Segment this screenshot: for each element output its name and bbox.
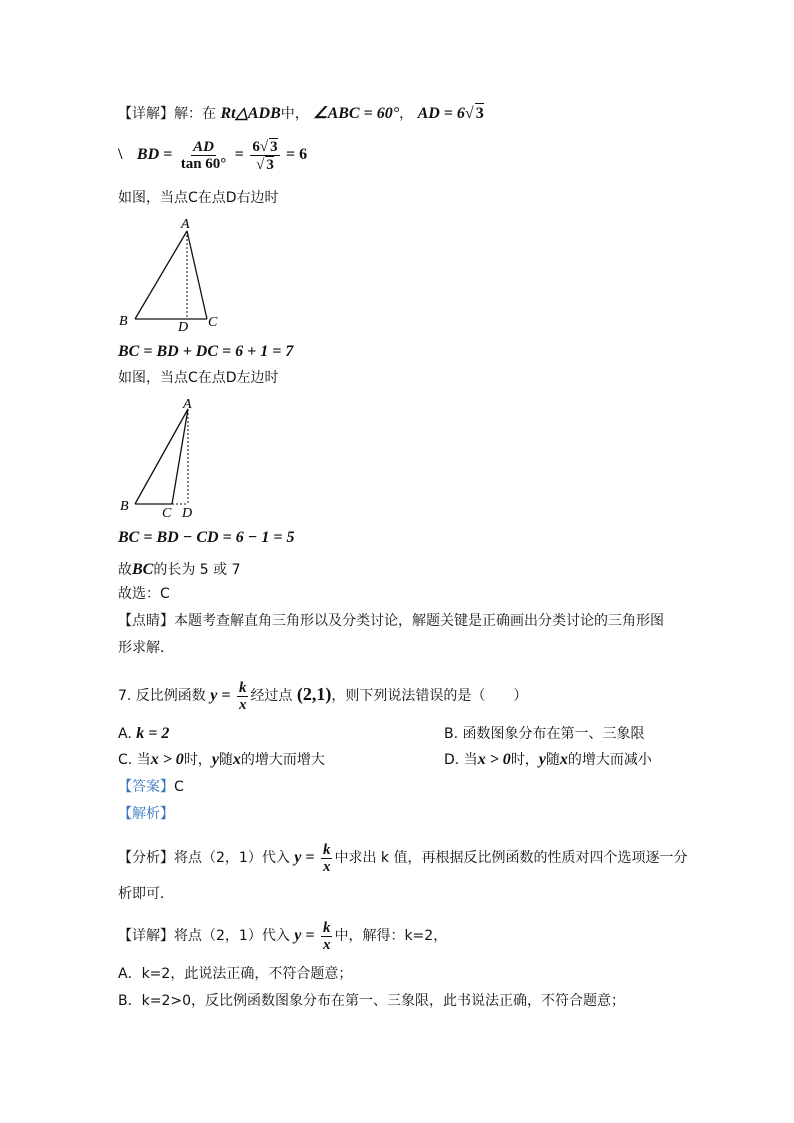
- triangle-figure-2: [115, 393, 215, 523]
- option-a[interactable]: A. k = 2: [118, 725, 170, 742]
- question-7: 7. 反比例函数 y = $\frac{k}{x}$ 经过点 (2,1)，则下列说法错误的是（ ）: [118, 679, 528, 713]
- fig2-label-b: B: [120, 499, 129, 514]
- fraction-ad-tan: $\frac{AD}{\tan 60^\circ}$: [180, 138, 227, 172]
- option-c[interactable]: C. 当x > 0时，y随x的增大而增大: [118, 751, 325, 768]
- triangle-figure-1: [115, 215, 225, 335]
- answer-line: [118, 777, 184, 797]
- detail-label: 【详解】: [118, 106, 174, 122]
- angle-expression: ∠ABC = 60°: [313, 105, 400, 122]
- fig2-label-c: C: [162, 506, 172, 521]
- answer-value: C: [174, 779, 184, 795]
- fig1-label-a: A: [181, 217, 190, 232]
- detail2-a: A．k=2，此说法正确，不符合题意；: [118, 966, 353, 982]
- analysis-line-2: 析即可．: [118, 886, 174, 902]
- analysis-line-1: 【分析】将点（2，1）代入 y = $\frac{k}{x}$ 中求出 k 值，再根据反比例函数的性质对四个选项逐一分: [118, 841, 688, 875]
- comment-label: 【点睛】: [118, 613, 174, 629]
- option-b[interactable]: B. 函数图象分布在第一、三象限: [444, 726, 645, 742]
- fraction-sqrt: $\frac{6√ 3}{√ 3}$: [252, 138, 278, 173]
- choice-line: 故选：C: [118, 586, 170, 602]
- ad-expression: AD = 6√ 3: [417, 105, 484, 122]
- case1-equation: BC = BD + DC = 6 + 1 = 7: [118, 343, 294, 360]
- case2-text: 如图，当点C在点D左边时: [118, 370, 279, 386]
- answer-label: 【答案】: [118, 779, 174, 795]
- fig1-label-c: C: [208, 315, 218, 330]
- fig1-label-d: D: [178, 320, 189, 335]
- detail-line-1: 【详解】解：在 Rt△ADB中， ∠ABC = 60°， AD = 6√ 3: [118, 105, 484, 122]
- detail2-line-1: 【详解】将点（2，1）代入 y = $\frac{k}{x}$ 中，解得：k=2，: [118, 919, 448, 953]
- comment-line-2: 形求解．: [118, 640, 174, 656]
- conclusion-line: 故BC的长为 5 或 7: [118, 561, 241, 578]
- therefore-symbol: \: [118, 146, 123, 163]
- analysis-heading: 【解析】: [118, 806, 174, 822]
- bd-equation: \ BD = $\frac{AD}{\tan 60^\circ}$ = $\frac{6√ 3}{√ 3}$ = 6: [118, 138, 308, 173]
- case1-text: 如图，当点C在点D右边时: [118, 190, 279, 206]
- fig1-label-b: B: [119, 314, 128, 329]
- triangle-name: Rt△ADB: [220, 105, 281, 122]
- comment-line-1: 【点睛】本题考查解直角三角形以及分类讨论，解题关键是正确画出分类讨论的三角形图: [118, 613, 664, 629]
- detail2-b: B．k=2>0，反比例函数图象分布在第一、三象限，此书说法正确，不符合题意；: [118, 993, 625, 1009]
- case2-equation: BC = BD − CD = 6 − 1 = 5: [118, 529, 295, 546]
- option-d[interactable]: D. 当x > 0时，y随x的增大而减小: [444, 751, 652, 768]
- fig2-label-a: A: [183, 397, 192, 412]
- fig2-label-d: D: [182, 506, 193, 521]
- point-2-1: (2,1): [296, 684, 332, 704]
